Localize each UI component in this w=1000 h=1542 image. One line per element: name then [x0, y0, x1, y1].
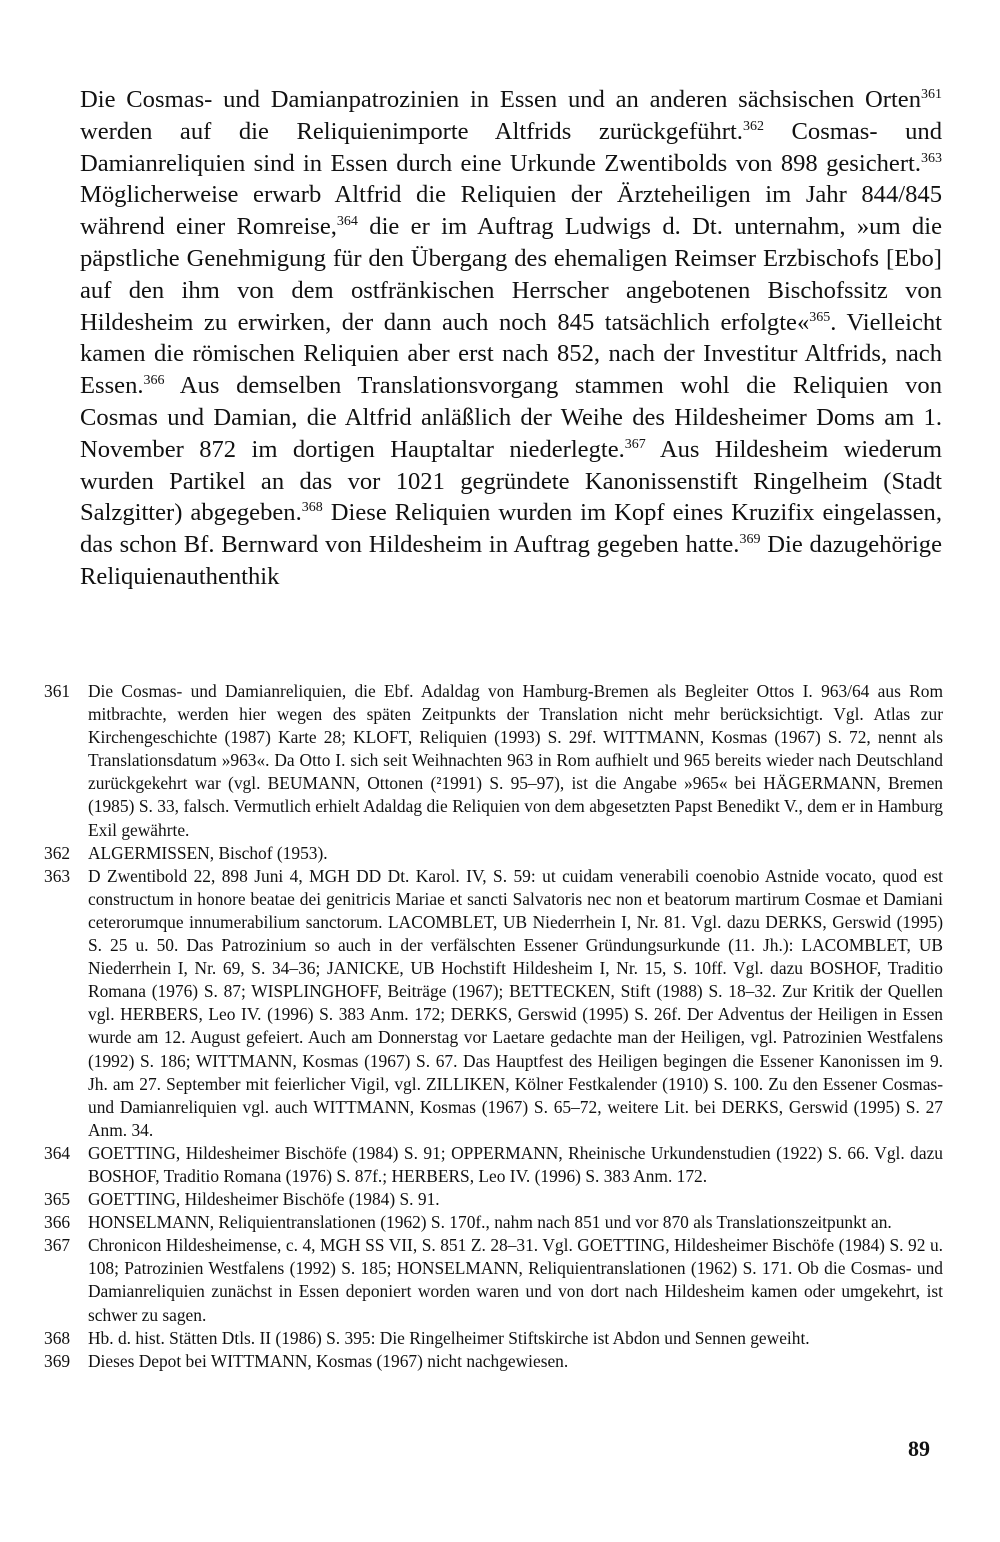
text-span: Möglicherweise erwarb Altfrid die Reliquien der Ärzteheiligen im Jahr 844/845 während einer Romreise,	[80, 181, 942, 241]
footnote-ref-367[interactable]: 367	[624, 436, 646, 452]
text-span: Aus Hildesheim wiederum wurden Partikel an das vor 1021 gegründete Kanonissenstift Ringelheim (Stadt Salzgitter) abgegeben.	[80, 435, 942, 527]
footnote-number: 367	[44, 1235, 71, 1256]
footnote-368	[44, 1327, 943, 1350]
footnote-366	[44, 1211, 943, 1234]
footnote-ref-362[interactable]: 362	[742, 118, 764, 134]
footnote-text: D Zwentibold 22, 898 Juni 4, MGH DD Dt. Karol. IV, S. 59: ut cuidam venerabili coenobio Astnide vocato, quod est constructum in honore beatae dei genitricis Mariae et sancti Salvatoris nec non et beatorum martirum Cosmae et Damiani ceterorumque innumerabilium sanctorum. LACOMBLET, UB Niederrhein I, Nr. 81. Vgl. dazu DERKS, Gerswid (1995) S. 25 u. 50. Das Patrozinium so auch in der verfälschten Essener Gründungsurkunde (11. Jh.): LACOMBLET, UB Niederrhein I, Nr. 69, S. 34–36; JANICKE, UB Hochstift Hildesheim I, Nr. 15, S. 10ff. Vgl. dazu BOSHOF, Traditio Romana (1976) S. 87; WISPLINGHOFF, Beiträge (1967); BETTECKEN, Stift (1988) S. 18–32. Zur Kritik der Quellen vgl. HERBERS, Leo IV. (1996) S. 383 Anm. 172; DERKS, Gerswid (1995) S. 26f. Der Adventus der Heiligen in Essen wurde am 12. August gefeiert. Auch am Donnerstag vor Laetare gedachte man der Heiligen, vgl. Patrozinien Westfalens (1992) S. 186; WITTMANN, Kosmas (1967) S. 67. Das Hauptfest des Heiligen begingen die Essener Kanonissen im 9. Jh. am 27. September mit feierlicher Vigil, vgl. ZILLIKEN, Kölner Festkalender (1910) S. 100. Zu den Essener Cosmas- und Damianreliquien vgl. auch WITTMANN, Kosmas (1967) S. 65–72, weitere Lit. bei DERKS, Gerswid (1995) S. 27 Anm. 34.	[88, 865, 943, 1140]
footnote-ref-366[interactable]: 366	[143, 373, 165, 389]
text-span: . Vielleicht kamen die römischen Reliquien aber erst nach 852, nach der Investitur Altfrids, nach Essen.	[80, 308, 942, 400]
text-span: werden auf die Reliquienimporte Altfrids zurückgeführt.	[80, 117, 743, 145]
footnote-number: 361	[44, 681, 71, 701]
footnote-369	[44, 1350, 943, 1373]
footnote-number: 363	[44, 865, 71, 886]
footnote-367	[44, 1234, 943, 1326]
footnote-text: GOETTING, Hildesheimer Bischöfe (1984) S. 91.	[88, 1189, 440, 1210]
main-text	[80, 84, 942, 593]
footnote-361	[44, 680, 943, 842]
footnote-ref-365[interactable]: 365	[809, 309, 831, 325]
footnote-365	[44, 1188, 943, 1211]
body-paragraph	[80, 84, 942, 593]
footnote-text: Hb. d. hist. Stätten Dtls. II (1986) S. 395: Die Ringelheimer Stiftskirche ist Abdon und Sennen geweiht.	[88, 1327, 810, 1348]
footnote-text: Chronicon Hildesheimense, c. 4, MGH SS VII, S. 851 Z. 28–31. Vgl. GOETTING, Hildesheimer Bischöfe (1984) S. 92 u. 108; Patrozinien Westfalens (1992) S. 185; HONSELMANN, Reliquientranslationen (1962) S. 171. Ob die Cosmas- und Damianreliquien zunächst in Essen deponiert worden waren und von dort nach Hildesheim kamen oder umgekehrt, ist schwer zu sagen.	[88, 1235, 943, 1325]
footnote-ref-363[interactable]: 363	[921, 150, 942, 166]
footnote-364	[44, 1142, 943, 1188]
footnote-number: 368	[44, 1327, 71, 1348]
footnote-362	[44, 842, 943, 865]
footnote-ref-364[interactable]: 364	[336, 214, 358, 230]
footnote-number: 369	[44, 1350, 71, 1371]
footnote-text: GOETTING, Hildesheimer Bischöfe (1984) S. 91; OPPERMANN, Rheinische Urkundenstudien (1922) S. 66. Vgl. dazu BOSHOF, Traditio Romana (1976) S. 87f.; HERBERS, Leo IV. (1996) S. 383 Anm. 172.	[88, 1142, 943, 1186]
text-span: die er im Auftrag Ludwigs d. Dt. unternahm, »um die päpstliche Genehmigung für den Übergang des ehemaligen Reimser Erzbischofs [Ebo] auf den ihm von dem ostfränkischen Herrscher angebotenen Bischofssitz von Hildesheim zu erwirken, der dann auch noch 845 tatsächlich erfolgte«	[80, 213, 942, 336]
footnote-number: 362	[44, 842, 71, 863]
text-span: Aus demselben Translationsvorgang stammen wohl die Reliquien von Cosmas und Damian, die Altfrid anläßlich der Weihe des Hildesheimer Doms am 1. November 872 im dortigen Hauptaltar niederlegte.	[80, 372, 942, 463]
text-span: Cosmas- und Damianreliquien sind in Essen durch eine Urkunde Zwentibolds von 898 gesichert.	[80, 117, 943, 177]
footnote-text: Dieses Depot bei WITTMANN, Kosmas (1967) nicht nachgewiesen.	[88, 1350, 569, 1371]
footnote-ref-368[interactable]: 368	[301, 500, 323, 516]
footnote-ref-369[interactable]: 369	[739, 532, 761, 548]
footnote-number: 364	[44, 1142, 71, 1163]
footnote-number: 366	[44, 1212, 71, 1233]
footnote-363	[44, 865, 943, 1142]
footnote-ref-361[interactable]: 361	[921, 87, 942, 102]
footnote-text: ALGERMISSEN, Bischof (1953).	[88, 842, 328, 863]
text-span: Die Cosmas- und Damianpatrozinien in Essen und an anderen sächsischen Orten	[80, 86, 921, 113]
footnote-text: Die Cosmas- und Damianreliquien, die Ebf. Adaldag von Hamburg-Bremen als Begleiter Ottos I. 963/64 aus Rom mitbrachte, werden hier wegen des späten Zeitpunkts der Translation nicht mehr berücksichtigt. Vgl. Atlas zur Kirchengeschichte (1987) Karte 28; KLOFT, Reliquien (1993) S. 29f. WITTMANN, Kosmas (1967) S. 72, nennt als Translationsdatum »963«. Da Otto I. sich seit Weihnachten 963 in Rom aufhielt und 965 bereits wieder nach Deutschland zurückgekehrt war (vgl. BEUMANN, Ottonen (²1991) S. 95–97), ist die Angabe »965« bei HÄGERMANN, Bremen (1985) S. 33, falsch. Vermutlich erhielt Adaldag die Reliquien von dem abgesetzten Papst Benedikt V., dem er in Hamburg Exil gewährte.	[88, 681, 943, 840]
footnote-text: HONSELMANN, Reliquientranslationen (1962) S. 170f., nahm nach 851 und vor 870 als Translationszeitpunkt an.	[88, 1212, 892, 1233]
text-span: Diese Reliquien wurden im Kopf eines Kruzifix eingelassen, das schon Bf. Bernward von Hildesheim in Auftrag gegeben hatte.	[80, 499, 942, 559]
footnotes	[44, 680, 943, 1373]
text-span: Die dazugehörige Reliquienauthenthik	[80, 531, 943, 590]
page-number: 89	[908, 1436, 930, 1461]
footnote-number: 365	[44, 1189, 71, 1210]
